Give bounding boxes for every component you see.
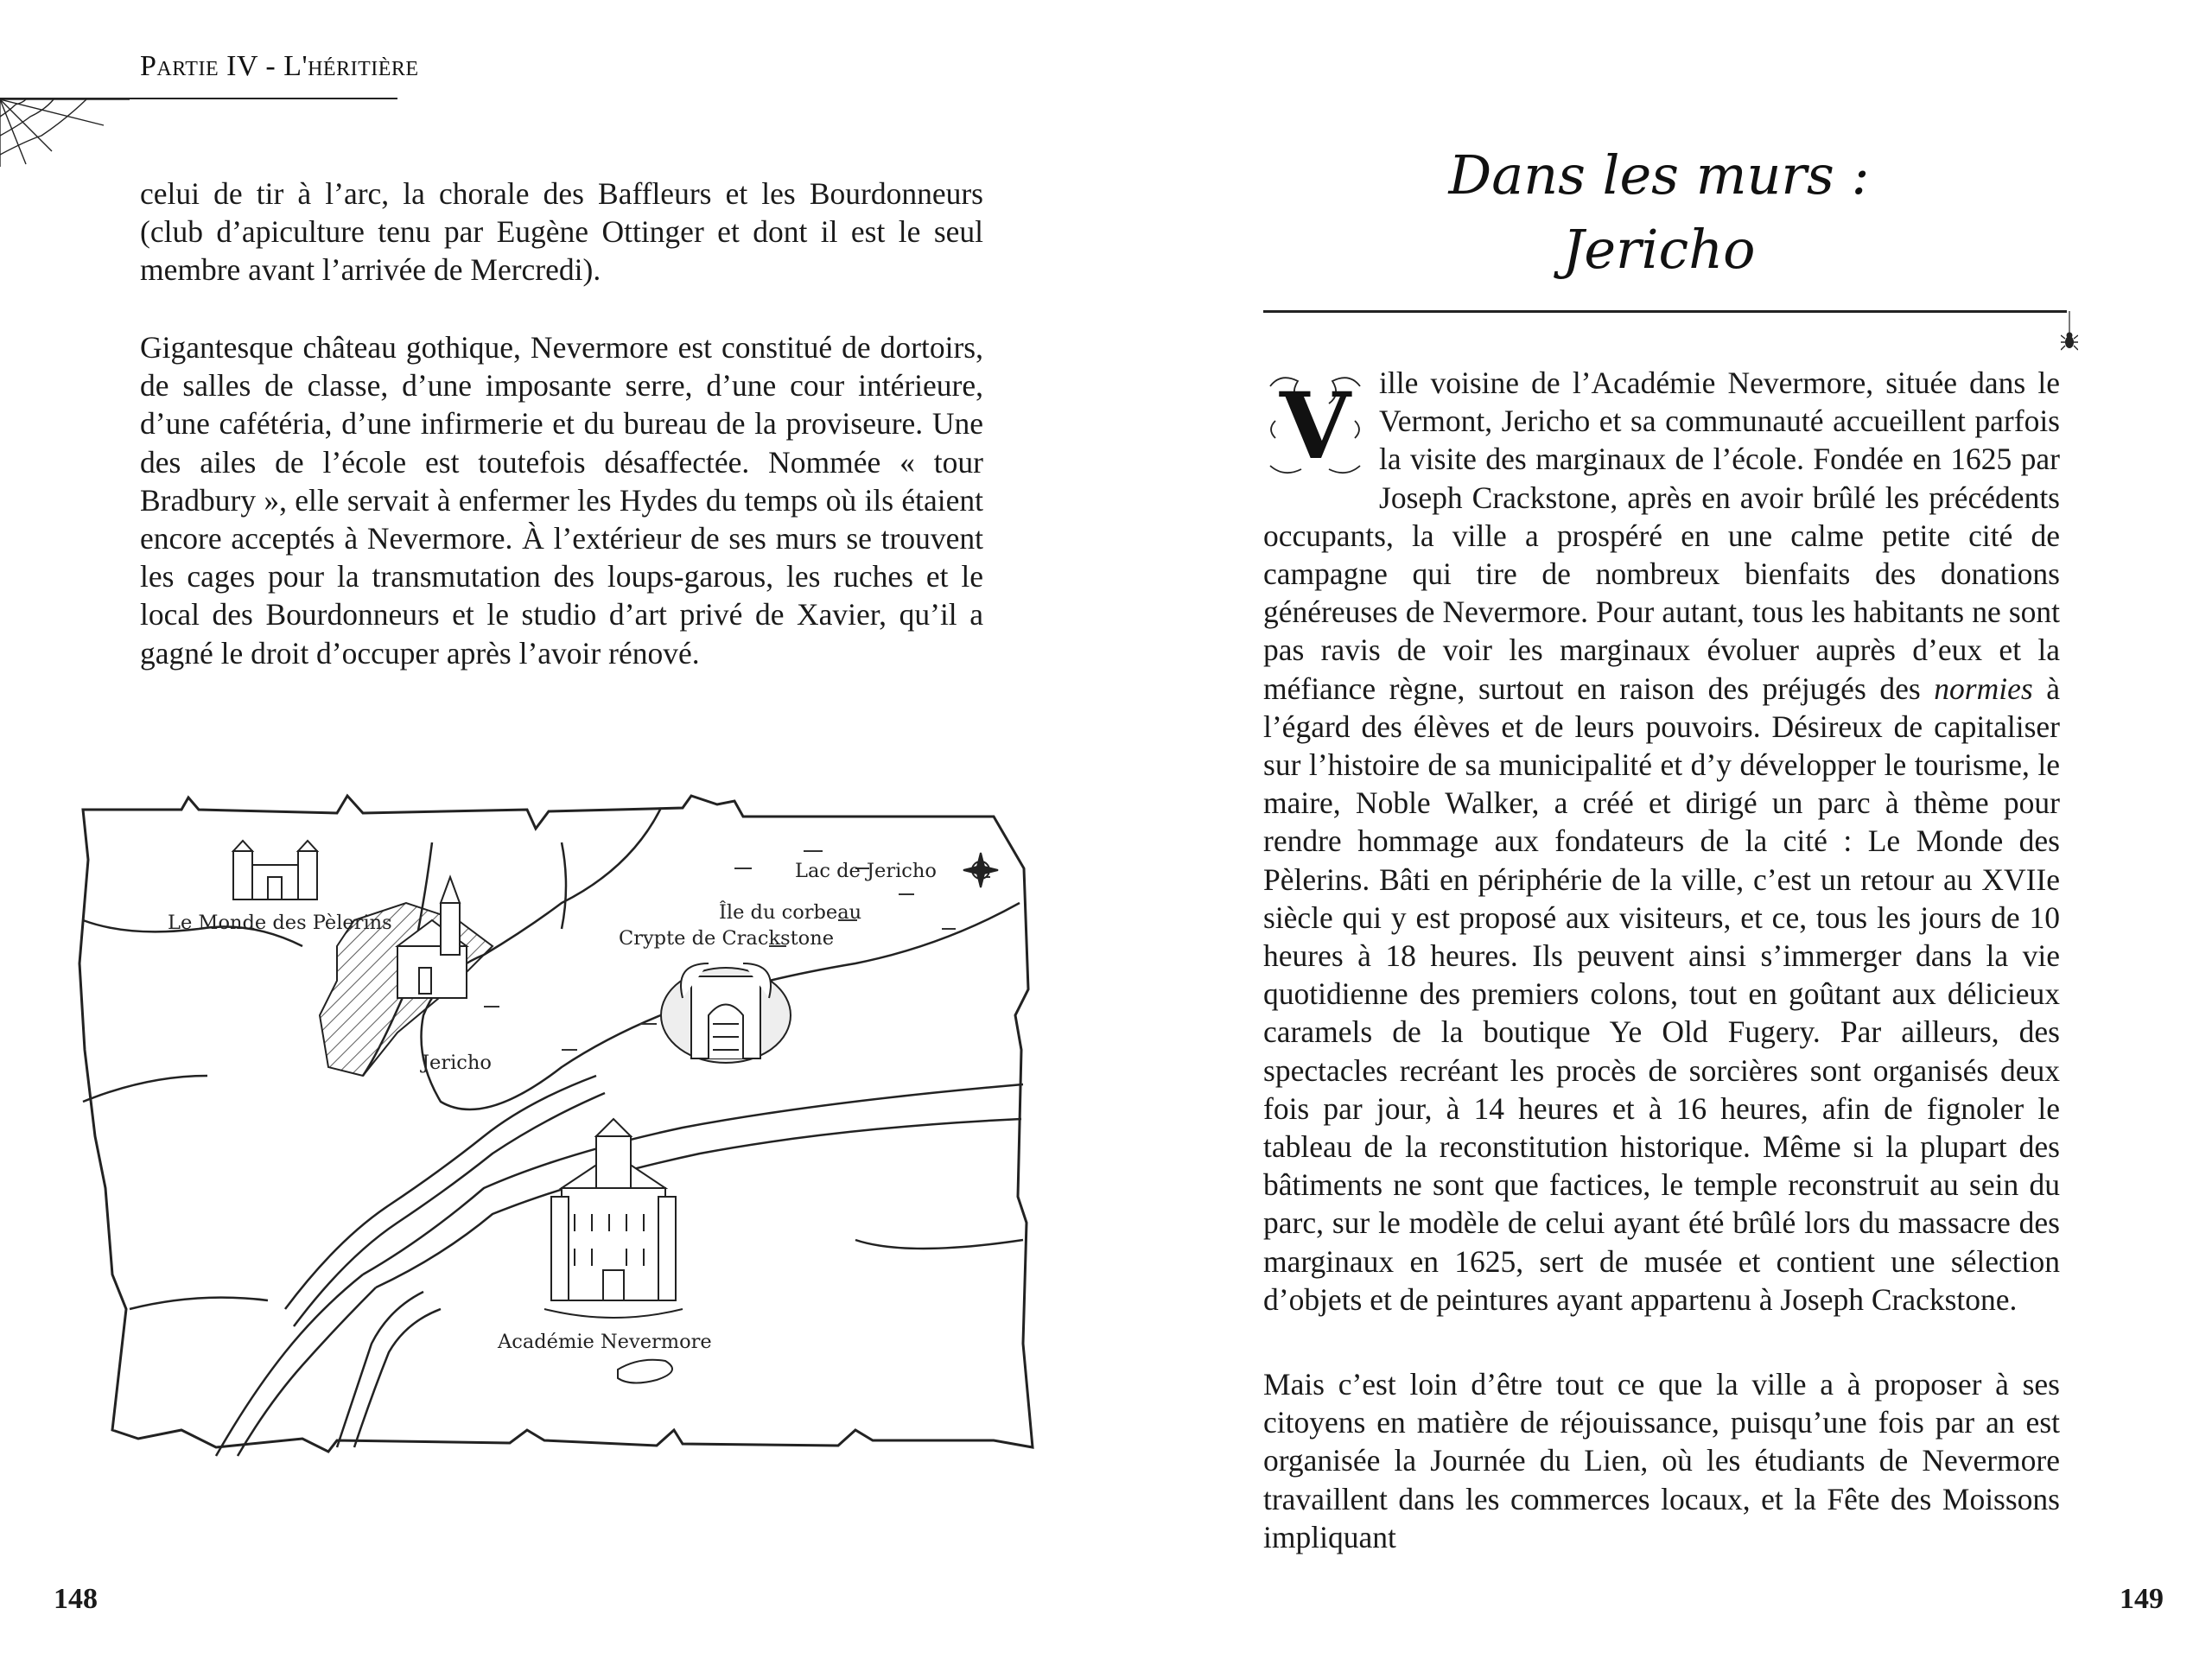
chapter-title-line-2: Jericho	[1562, 218, 1756, 281]
paragraph	[1263, 364, 2060, 1319]
cobweb-ornament-icon	[0, 91, 138, 168]
drop-cap	[1263, 369, 1367, 483]
map-label-academy: Académie Nevermore	[498, 1331, 712, 1353]
map-label-lake: Lac de Jericho	[795, 860, 937, 882]
emphasis: normies	[1934, 671, 2033, 706]
spider-icon	[2061, 311, 2078, 359]
paragraph: Mais c’est loin d’être tout ce que la ville a à proposer à ses citoyens en matière de réjouissance, puisqu’une fois par an est organisée la Journée du Lien, où les étudiants de Nevermore travaillent dans les commerces locaux, et la Fête des Moissons impliquant	[1263, 1367, 2060, 1554]
paragraph: Gigantesque château gothique, Nevermore est constitué de dortoirs, de salles de classe, d’une imposante serre, d’une cour intérieure, d’une cafétéria, d’une infirmerie et du bureau de la proviseure. Une des ailes de l’école est toutefois désaffectée. Nommée « tour Bradbury », elle servait à enfermer les Hydes du temps où ils étaient encore acceptés à Nevermore. À l’extérieur de ses murs se trouvent les cages pour la transmutation des loups-garous, les ruches et le local des Bourdonneurs et le studio d’art privé de Xavier, qu’il a gagné le droit d’occuper après l’avoir rénové.	[140, 330, 983, 671]
map-label-crypt: Crypte de Crackstone	[619, 927, 835, 950]
drop-cap-letter: V	[1279, 372, 1351, 480]
paragraph-text: ille voisine de l’Académie Nevermore, située dans le Vermont, Jericho et sa communauté accueillent parfois la visite des marginaux de l’école. Fondée en 1625 par Joseph Crackstone, après en avoir brûlé les précédents occupants, la ville a prospéré en une calme petite cité de campagne qui tire de nombreux bienfaits des donations généreuses de Nevermore. Pour autant, tous les habitants ne sont pas ravis de voir les marginaux évoluer auprès d’eux et la méfiance règne, surtout en raison des préjugés des	[1263, 365, 2060, 706]
map-label-pilgrims: Le Monde des Pèlerins	[168, 912, 392, 934]
paragraph-text: à l’égard des élèves et de leurs pouvoirs. Désireux de capitaliser sur l’histoire de sa municipalité et d’y développer le tourisme, le maire, Noble Walker, a créé et dirigé un parc à thème pour rendre hommage aux fondateurs de la cité : Le Monde des Pèlerins. Bâti en périphérie de la ville, c’est un retour au XVIIe siècle qui y est proposé aux visiteurs, et ce, tous les jours de 10 heures à 18 heures. Ils peuvent ainsi s’immerger dans la vie quotidienne des premiers colons, tout en goûtant aux délicieux caramels de la boutique Ye Old Fugery. Par ailleurs, des spectacles recréant les procès de sorcières sont organisés deux fois par jour, à 14 heures et à 16 heures, afin de fignoler le tableau de la reconstitution historique. Même si la plupart des bâtiments ne sont que factices, le temple reconstruit au sein du parc, sur le modèle de celui ayant été brûlé lors du massacre des marginaux en 1625, sert de musée et contient une sélection d’objets et de peintures ayant appartenu à Joseph Crackstone.	[1263, 671, 2061, 1317]
page-number: 148	[54, 1583, 98, 1615]
chapter-title	[1106, 138, 2212, 287]
title-rule	[1263, 310, 2067, 313]
map-label-island: Île du corbeau	[719, 901, 862, 924]
chapter-title-line-1: Dans les murs :	[1448, 143, 1870, 207]
map-label-town: Jericho	[422, 1052, 492, 1074]
map-illustration	[78, 791, 1037, 1460]
running-head: Partie IV - L'héritière	[140, 50, 419, 82]
page-number: 149	[2120, 1583, 2164, 1615]
paragraph: celui de tir à l’arc, la chorale des Baffleurs et les Bourdonneurs (club d’apiculture tenu par Eugène Ottinger et dont il est le seul membre avant l’arrivée de Mercredi).	[140, 176, 983, 288]
right-page	[1106, 0, 2212, 1659]
